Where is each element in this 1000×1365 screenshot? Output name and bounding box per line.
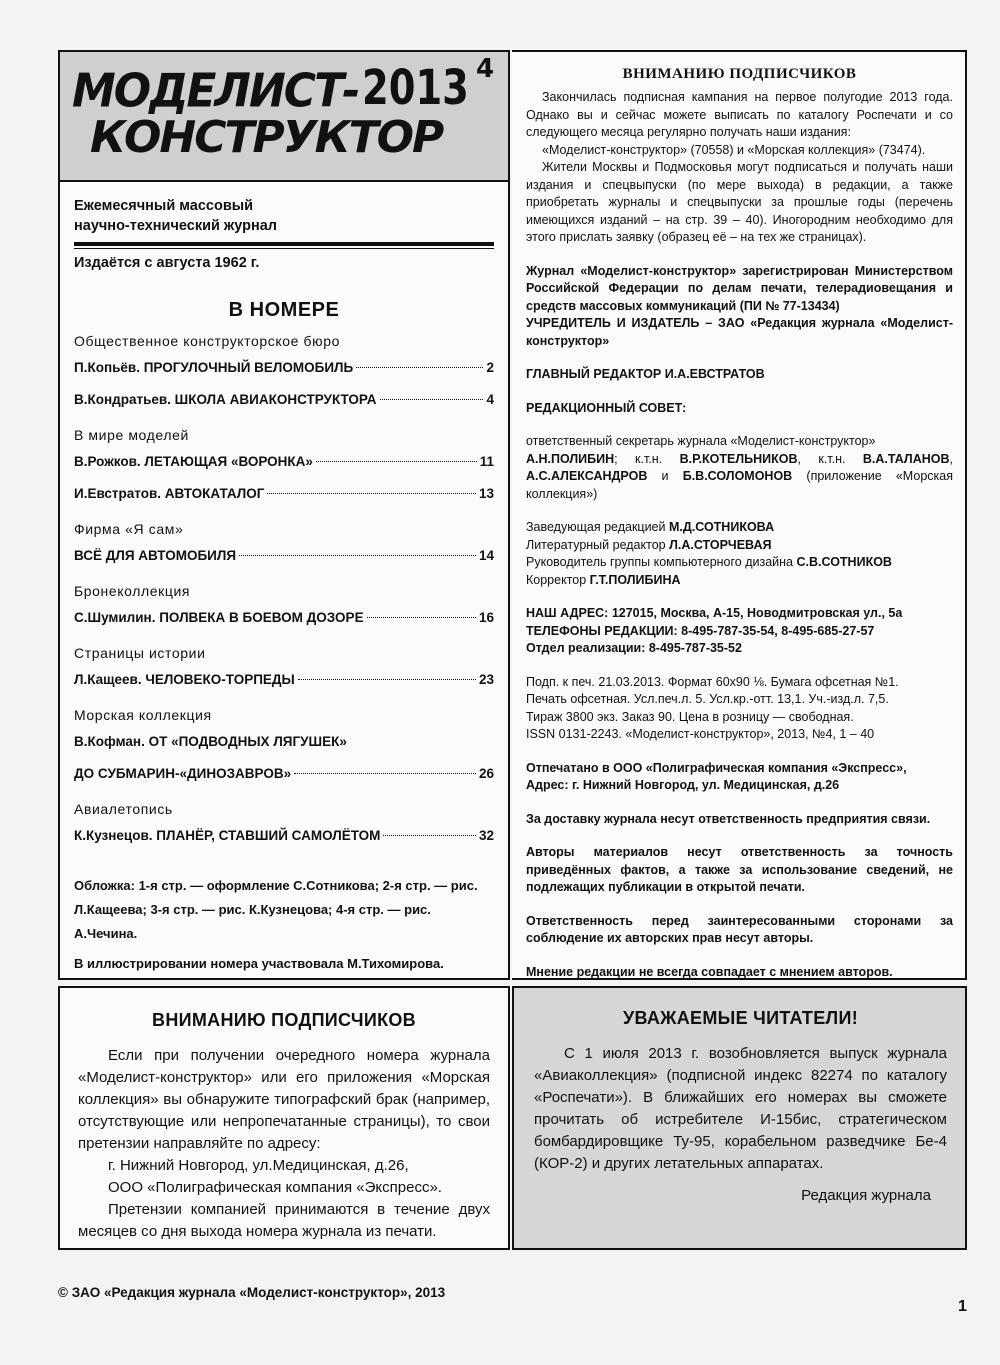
toc-entry-page: 13 bbox=[478, 486, 494, 501]
council-member: А.С.АЛЕКСАНДРОВ bbox=[526, 469, 648, 483]
staff-row: Корректор Г.Т.ПОЛИБИНА bbox=[526, 572, 681, 587]
subscription-paragraph-3: Жители Москвы и Подмосковья могут подписаться и получать наши издания и спецвыпуски (по мере выхода) в редакции, а также приобретать журналы и спецвыпуски за прошлые годы (перечень имеющихся изданий – на стр. 39 – 40). Иногородним необходимо для этого прислать заявку (образец её – на тех же страницах). bbox=[526, 160, 953, 244]
rights-note: Ответственность перед заинтересованными сторонами за соблюдение их авторских прав несут авторы. bbox=[526, 913, 953, 945]
toc-leader bbox=[356, 367, 483, 368]
subtitle-line2: научно-технический журнал bbox=[74, 218, 277, 234]
toc-leader bbox=[294, 773, 476, 774]
divider-thick bbox=[74, 242, 494, 246]
toc-section: В мире моделей bbox=[74, 427, 189, 443]
illustration-credits: В иллюстрировании номера участвовала М.Тихомирова. bbox=[74, 956, 444, 971]
toc-entry-title: В.Кондратьев. ШКОЛА АВИАКОНСТРУКТОРА bbox=[74, 392, 377, 407]
editorial-council-heading: РЕДАКЦИОННЫЙ СОВЕТ: bbox=[526, 400, 687, 415]
table-of-contents bbox=[60, 330, 508, 852]
logo-title-line1: МОДЕЛИСТ- bbox=[72, 64, 359, 119]
toc-entry[interactable] bbox=[74, 352, 494, 384]
readers-notice-text: С 1 июля 2013 г. возобновляется выпуск журнала «Авиаколлекция» (подписной индекс 82274 по каталогу «Роспечати»). В ближайших его номерах вы сможете прочитать об истребителе И-15бис, стратегическом бомбардировщике Ту-95, корабельном разведчике Бе-4 (КОР-2) и других летательных аппаратах. bbox=[534, 1045, 947, 1172]
print-details-2: Печать офсетная. Усл.печ.л. 5. Усл.кр.-отт. 13,1. Уч.-изд.л. 7,5. bbox=[526, 692, 889, 706]
journal-subtitle bbox=[60, 182, 508, 236]
printer-address: Адрес: г. Нижний Новгород, ул. Медицинская, д.26 bbox=[526, 778, 840, 792]
toc-leader bbox=[298, 679, 476, 680]
staff-row: Литературный редактор Л.А.СТОРЧЕВАЯ bbox=[526, 537, 772, 552]
toc-section: Общественное конструкторское бюро bbox=[74, 333, 341, 349]
toc-section: Бронеколлекция bbox=[74, 583, 191, 599]
registration-info: Журнал «Моделист-конструктор» зарегистрирован Министерством Российской Федерации по делам печати, телерадиовещания и средств массовых коммуникаций (ПИ № 77-13434) bbox=[526, 263, 953, 313]
toc-entry-page: 2 bbox=[486, 360, 494, 375]
issue-number: 4 bbox=[476, 54, 495, 84]
cover-credits: Обложка: 1-я стр. — оформление С.Сотникова; 2-я стр. — рис. Л.Кащеева; 3-я стр. — рис. К.Кузнецова; 4-я стр. — рис. А.Чечина. bbox=[74, 878, 478, 941]
complaint-terms: Претензии компанией принимаются в течение двух месяцев со дня выхода номера журнала из печати. bbox=[78, 1201, 490, 1240]
logo-title-line2: КОНСТРУКТОР bbox=[90, 112, 443, 163]
readers-notice-box bbox=[512, 986, 967, 1250]
editorial-council-members: ответственный секретарь журнала «Моделист-конструктор» А.Н.ПОЛИБИН; к.т.н. В.Р.КОТЕЛЬНИКОВ, к.т.н. В.А.ТАЛАНОВ, А.С.АЛЕКСАНДРОВ и Б.В.СОЛОМОНОВ (приложение «Морская коллекция») bbox=[526, 434, 953, 501]
contents-column bbox=[58, 50, 510, 980]
logo-year: 2013 bbox=[362, 60, 469, 116]
toc-entry-page: 16 bbox=[478, 610, 494, 625]
council-member: Б.В.СОЛОМОНОВ bbox=[682, 469, 793, 483]
subscribers-heading: ВНИМАНИЮ ПОДПИСЧИКОВ bbox=[622, 66, 857, 82]
toc-title: В НОМЕРЕ bbox=[228, 299, 340, 321]
toc-entry-page: 32 bbox=[478, 828, 494, 843]
complaint-address-line1: г. Нижний Новгород, ул.Медицинская, д.26, bbox=[108, 1157, 409, 1174]
readers-notice-title: УВАЖАЕМЫЕ ЧИТАТЕЛИ! bbox=[622, 1008, 858, 1028]
toc-entry-title: П.Копьёв. ПРОГУЛОЧНЫЙ ВЕЛОМОБИЛЬ bbox=[74, 360, 354, 375]
toc-entry-page: 23 bbox=[478, 672, 494, 687]
subscribers-notice-text: Если при получении очередного номера журнала «Моделист-конструктор» или его приложения «Морская коллекция» вы обнаружите типографский брак (например, отсутствующие или непропечатанные страницы), то свои претензии направляйте по адресу: bbox=[78, 1047, 490, 1152]
toc-entry-page: 11 bbox=[479, 454, 494, 469]
council-member: А.Н.ПОЛИБИН bbox=[526, 451, 615, 466]
chief-editor: ГЛАВНЫЙ РЕДАКТОР И.А.ЕВСТРАТОВ bbox=[526, 367, 765, 381]
subscribers-notice-box bbox=[58, 986, 510, 1250]
printed-by: Отпечатано в ООО «Полиграфическая компания «Экспресс», bbox=[526, 760, 907, 775]
toc-entry[interactable] bbox=[74, 384, 494, 416]
subscribers-notice-title: ВНИМАНИЮ ПОДПИСЧИКОВ bbox=[152, 1010, 416, 1030]
subscription-paragraph-1: Закончилась подписная кампания на первое полугодие 2013 года. Однако вы и сейчас можете выписать по каталогу Роспечати и со следующего месяца регулярно получать наши издания: bbox=[526, 90, 953, 139]
editorial-phones: ТЕЛЕФОНЫ РЕДАКЦИИ: 8-495-787-35-54, 8-495-685-27-57 bbox=[526, 623, 875, 638]
toc-entry[interactable] bbox=[74, 758, 494, 790]
print-details-1: Подп. к печ. 21.03.2013. Формат 60х90 ⅛. Бумага офсетная №1. bbox=[526, 674, 899, 689]
editorial-address: НАШ АДРЕС: 127015, Москва, А-15, Новодмитровская ул., 5а bbox=[526, 606, 903, 620]
toc-entry-page: 26 bbox=[478, 766, 494, 781]
toc-entry-title: В.Рожков. ЛЕТАЮЩАЯ «ВОРОНКА» bbox=[74, 454, 313, 469]
toc-entry[interactable] bbox=[74, 446, 494, 478]
toc-entry-page: 14 bbox=[478, 548, 494, 563]
toc-entry-title: ДО СУБМАРИН-«ДИНОЗАВРОВ» bbox=[74, 766, 292, 781]
subtitle-line1: Ежемесячный массовый bbox=[74, 198, 254, 214]
delivery-note: За доставку журнала несут ответственность предприятия связи. bbox=[526, 811, 931, 826]
toc-entry[interactable] bbox=[74, 478, 494, 510]
toc-leader bbox=[316, 461, 477, 462]
council-member: В.А.ТАЛАНОВ bbox=[862, 451, 950, 466]
toc-entry-title: К.Кузнецов. ПЛАНЁР, СТАВШИЙ САМОЛЁТОМ bbox=[74, 828, 381, 843]
founder-info: УЧРЕДИТЕЛЬ И ИЗДАТЕЛЬ – ЗАО «Редакция журнала «Моделист-конструктор» bbox=[526, 316, 953, 348]
toc-entry-title: С.Шумилин. ПОЛВЕКА В БОЕВОМ ДОЗОРЕ bbox=[74, 610, 364, 625]
published-since: Издаётся с августа 1962 г. bbox=[74, 255, 260, 271]
toc-section: Морская коллекция bbox=[74, 707, 212, 723]
sales-department: Отдел реализации: 8-495-787-35-52 bbox=[526, 641, 742, 655]
toc-entry[interactable] bbox=[74, 602, 494, 634]
toc-entry-title: Л.Кащеев. ЧЕЛОВЕКО-ТОРПЕДЫ bbox=[74, 672, 295, 687]
council-member: В.Р.КОТЕЛЬНИКОВ bbox=[679, 451, 798, 466]
toc-entry-title-line1[interactable]: В.Кофман. ОТ «ПОДВОДНЫХ ЛЯГУШЕК» bbox=[74, 734, 347, 749]
staff-row: Руководитель группы компьютерного дизайна С.В.СОТНИКОВ bbox=[526, 555, 892, 569]
page-number: 1 bbox=[958, 1298, 967, 1315]
toc-leader bbox=[383, 835, 476, 836]
copyright: © ЗАО «Редакция журнала «Моделист-конструктор», 2013 bbox=[58, 1285, 446, 1300]
imprint-column bbox=[512, 50, 967, 980]
toc-section: Авиалетопись bbox=[74, 801, 173, 817]
toc-entry[interactable] bbox=[74, 540, 494, 572]
toc-leader bbox=[367, 617, 476, 618]
subscription-paragraph-2: «Моделист-конструктор» (70558) и «Морская коллекция» (73474). bbox=[542, 142, 926, 157]
opinion-note: Мнение редакции не всегда совпадает с мнением авторов. bbox=[526, 964, 893, 979]
staff-list bbox=[526, 519, 953, 589]
toc-section: Фирма «Я сам» bbox=[74, 521, 184, 537]
toc-entry[interactable] bbox=[74, 820, 494, 852]
authors-note: Авторы материалов несут ответственность за точность приведённых фактов, а также за использование сведений, не подлежащих публикации в открытой печати. bbox=[526, 845, 953, 894]
toc-entry-page: 4 bbox=[486, 392, 494, 407]
toc-leader bbox=[380, 399, 484, 400]
toc-leader bbox=[267, 493, 476, 494]
toc-entry[interactable] bbox=[74, 664, 494, 696]
toc-entry-title: ВСЁ ДЛЯ АВТОМОБИЛЯ bbox=[74, 548, 237, 563]
issn: ISSN 0131-2243. «Моделист-конструктор», 2013, №4, 1 – 40 bbox=[526, 727, 875, 741]
staff-row: Заведующая редакцией М.Д.СОТНИКОВА bbox=[526, 520, 775, 534]
editorial-signature: Редакция журнала bbox=[801, 1187, 931, 1204]
toc-entry-title: И.Евстратов. АВТОКАТАЛОГ bbox=[74, 486, 265, 501]
secretary-role: ответственный секретарь журнала «Моделист-конструктор» bbox=[526, 434, 876, 448]
complaint-address-line2: ООО «Полиграфическая компания «Экспресс». bbox=[108, 1179, 442, 1196]
masthead bbox=[60, 52, 508, 182]
print-details-3: Тираж 3800 экз. Заказ 90. Цена в розницу — свободная. bbox=[526, 709, 854, 724]
toc-section: Страницы истории bbox=[74, 645, 206, 661]
toc-leader bbox=[239, 555, 476, 556]
